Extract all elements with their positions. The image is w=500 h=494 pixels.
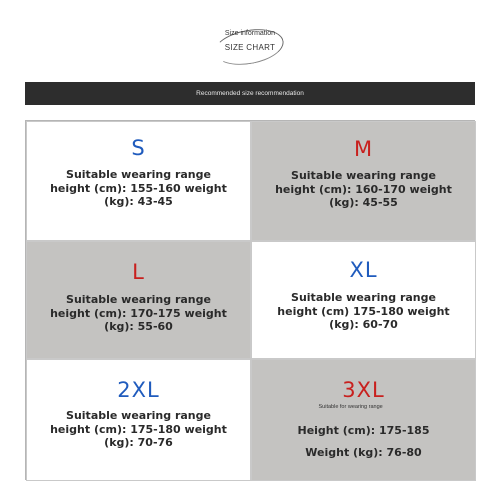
weight-range: Weight (kg): 76-80 [305,446,422,459]
header [0,0,500,80]
recommendation-banner: Recommended size recommendation [25,82,475,105]
size-card-2xl [26,359,251,481]
size-description: Suitable wearing range height (cm) 175-180 weight (kg): 60-70 [277,291,450,331]
header-title: SIZE CHART [224,43,276,52]
size-card-m [251,121,476,241]
size-card-xl [251,241,476,359]
size-description: Suitable wearing range height (cm): 160-170 weight (kg): 45-55 [275,169,452,209]
size-description: Suitable wearing range height (cm): 170-175 weight (kg): 55-60 [50,293,227,333]
size-label: 3XL [342,378,385,402]
size-description: Suitable wearing range height (cm): 175-180 weight (kg): 70-76 [50,409,227,449]
size-label: 2XL [117,378,160,402]
size-card-s [26,121,251,241]
height-range: Height (cm): 175-185 [297,424,430,437]
size-chart-grid [25,120,475,480]
size-label: S [131,136,146,160]
size-label: L [132,260,145,284]
size-card-3xl [251,359,476,481]
size-label: M [353,137,374,161]
size-note: Suitable for wearing range [318,404,383,410]
size-label: XL [349,258,378,282]
size-card-l [26,241,251,359]
header-subtitle: Size information [224,30,276,37]
size-description: Suitable wearing range height (cm): 155-160 weight (kg): 43-45 [50,168,227,208]
